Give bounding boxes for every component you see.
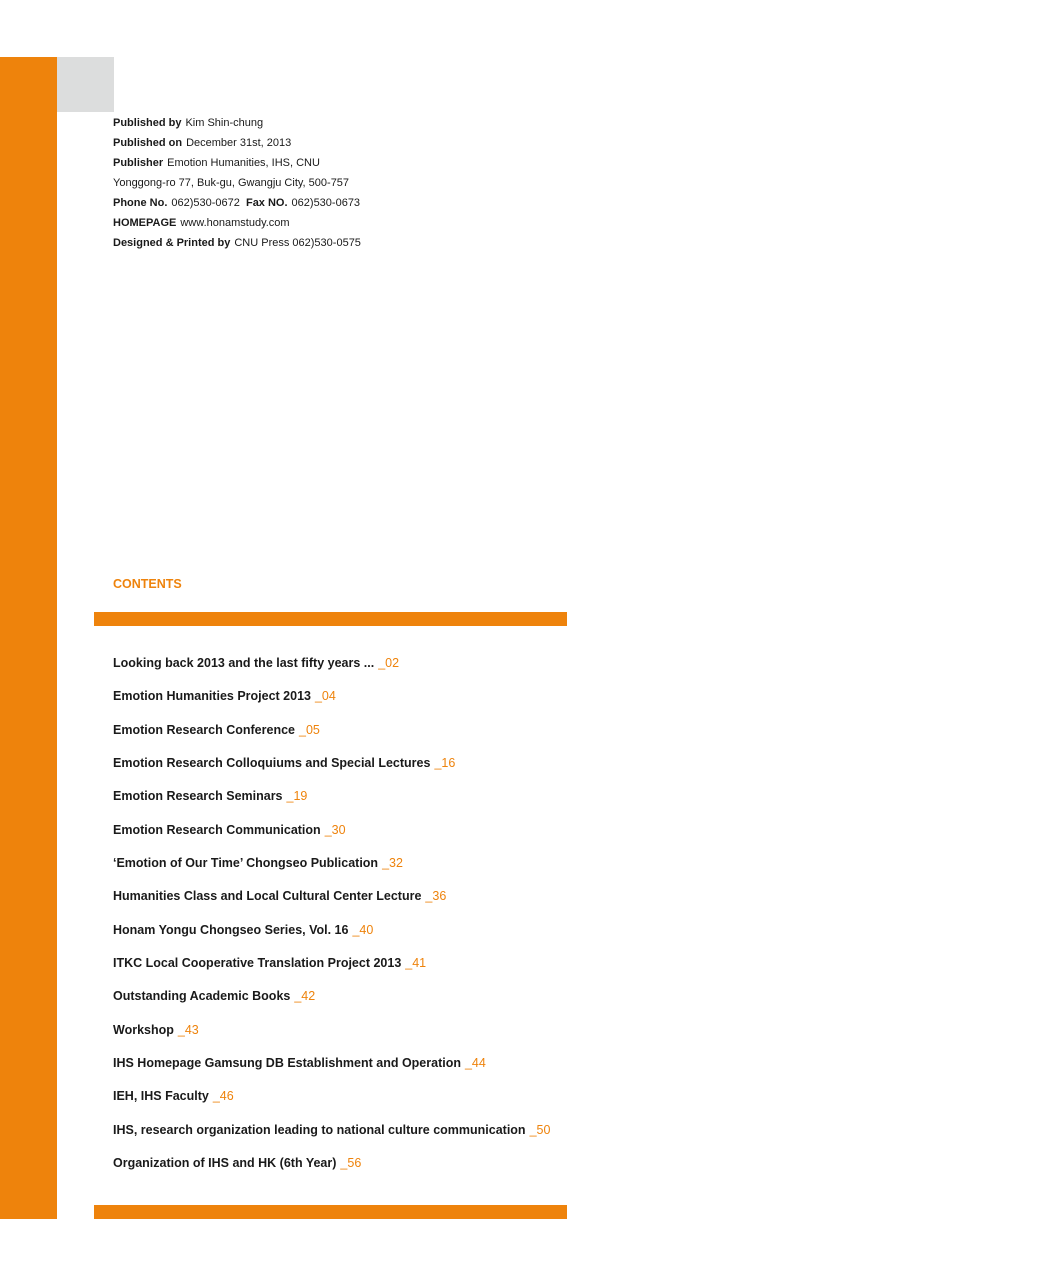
toc-item[interactable] bbox=[113, 989, 550, 1022]
toc-item-title: Emotion Humanities Project 2013 bbox=[113, 689, 311, 704]
toc-item-page: _30 bbox=[324, 822, 346, 837]
toc-item-page: _19 bbox=[286, 789, 308, 804]
toc-item-title: Emotion Research Seminars bbox=[113, 789, 283, 804]
toc-item-title: Emotion Research Communication bbox=[113, 822, 321, 837]
toc-item-page: _42 bbox=[294, 989, 316, 1004]
toc-item-title: Emotion Research Colloquiums and Special Lectures bbox=[113, 755, 431, 770]
colophon-designed-printed: Designed & Printed by CNU Press 062)530-0575 bbox=[113, 237, 361, 249]
colophon-published-by: Published by Kim Shin-chung bbox=[113, 117, 264, 129]
colophon bbox=[113, 113, 361, 253]
toc-item[interactable] bbox=[113, 1089, 550, 1122]
toc-item-title: IHS Homepage Gamsung DB Establishment and Operation bbox=[113, 1055, 461, 1070]
toc-item[interactable] bbox=[113, 689, 550, 722]
toc-item-title: ‘Emotion of Our Time’ Chongseo Publication bbox=[113, 855, 379, 870]
toc-item-title: Looking back 2013 and the last fifty years ... bbox=[113, 656, 375, 670]
side-accent-bar bbox=[0, 57, 57, 1219]
toc-item[interactable] bbox=[113, 656, 550, 689]
toc-item[interactable] bbox=[113, 956, 550, 989]
toc-item[interactable] bbox=[113, 1156, 550, 1189]
toc-item-page: _16 bbox=[434, 755, 456, 770]
toc-item[interactable] bbox=[113, 1023, 550, 1056]
toc-item[interactable] bbox=[113, 856, 550, 889]
toc-item-page: _32 bbox=[382, 855, 403, 870]
colophon-published-on: Published on December 31st, 2013 bbox=[113, 137, 292, 149]
colophon-publisher: Publisher Emotion Humanities, IHS, CNU bbox=[113, 157, 320, 169]
table-of-contents bbox=[113, 656, 550, 1189]
toc-item[interactable] bbox=[113, 823, 550, 856]
colophon-homepage: HOMEPAGE www.honamstudy.com bbox=[113, 217, 290, 229]
contents-bottom-rule bbox=[94, 1205, 567, 1219]
toc-item[interactable] bbox=[113, 723, 550, 756]
toc-item-page: _40 bbox=[352, 922, 374, 937]
corner-gray-block bbox=[57, 57, 114, 112]
toc-item-page: _46 bbox=[212, 1089, 234, 1104]
toc-item-page: _56 bbox=[340, 1155, 362, 1170]
toc-item-title: Organization of IHS and HK (6th Year) bbox=[113, 1155, 337, 1170]
toc-item-page: _44 bbox=[464, 1055, 486, 1070]
toc-item-page: _02 bbox=[378, 656, 400, 670]
contents-heading: CONTENTS bbox=[113, 577, 182, 591]
toc-item-title: Workshop bbox=[113, 1022, 174, 1037]
toc-item[interactable] bbox=[113, 1123, 550, 1156]
toc-item[interactable] bbox=[113, 923, 550, 956]
toc-item[interactable] bbox=[113, 1056, 550, 1089]
toc-item-page: _43 bbox=[177, 1022, 199, 1037]
toc-item-page: _36 bbox=[425, 889, 447, 904]
toc-item-title: Humanities Class and Local Cultural Center Lecture bbox=[113, 889, 422, 904]
toc-item-title: ITKC Local Cooperative Translation Project 2013 bbox=[113, 955, 402, 970]
toc-item-title: Outstanding Academic Books bbox=[113, 989, 291, 1004]
toc-item-title: Honam Yongu Chongseo Series, Vol. 16 bbox=[113, 922, 349, 937]
toc-item[interactable] bbox=[113, 789, 550, 822]
colophon-address: Yonggong-ro 77, Buk-gu, Gwangju City, 500-757 bbox=[113, 177, 350, 189]
contents-top-rule bbox=[94, 612, 567, 626]
colophon-phone-fax: Phone No. 062)530-0672 Fax NO. 062)530-0673 bbox=[113, 197, 361, 209]
toc-item-page: _50 bbox=[529, 1122, 551, 1137]
toc-item[interactable] bbox=[113, 756, 550, 789]
toc-item-title: IEH, IHS Faculty bbox=[113, 1089, 209, 1104]
toc-item-title: Emotion Research Conference bbox=[113, 722, 295, 737]
toc-item-title: IHS, research organization leading to national culture communication bbox=[113, 1122, 526, 1137]
toc-item-page: _04 bbox=[314, 689, 336, 704]
toc-item-page: _05 bbox=[299, 722, 320, 737]
toc-item[interactable] bbox=[113, 889, 550, 922]
toc-item-page: _41 bbox=[405, 955, 427, 970]
